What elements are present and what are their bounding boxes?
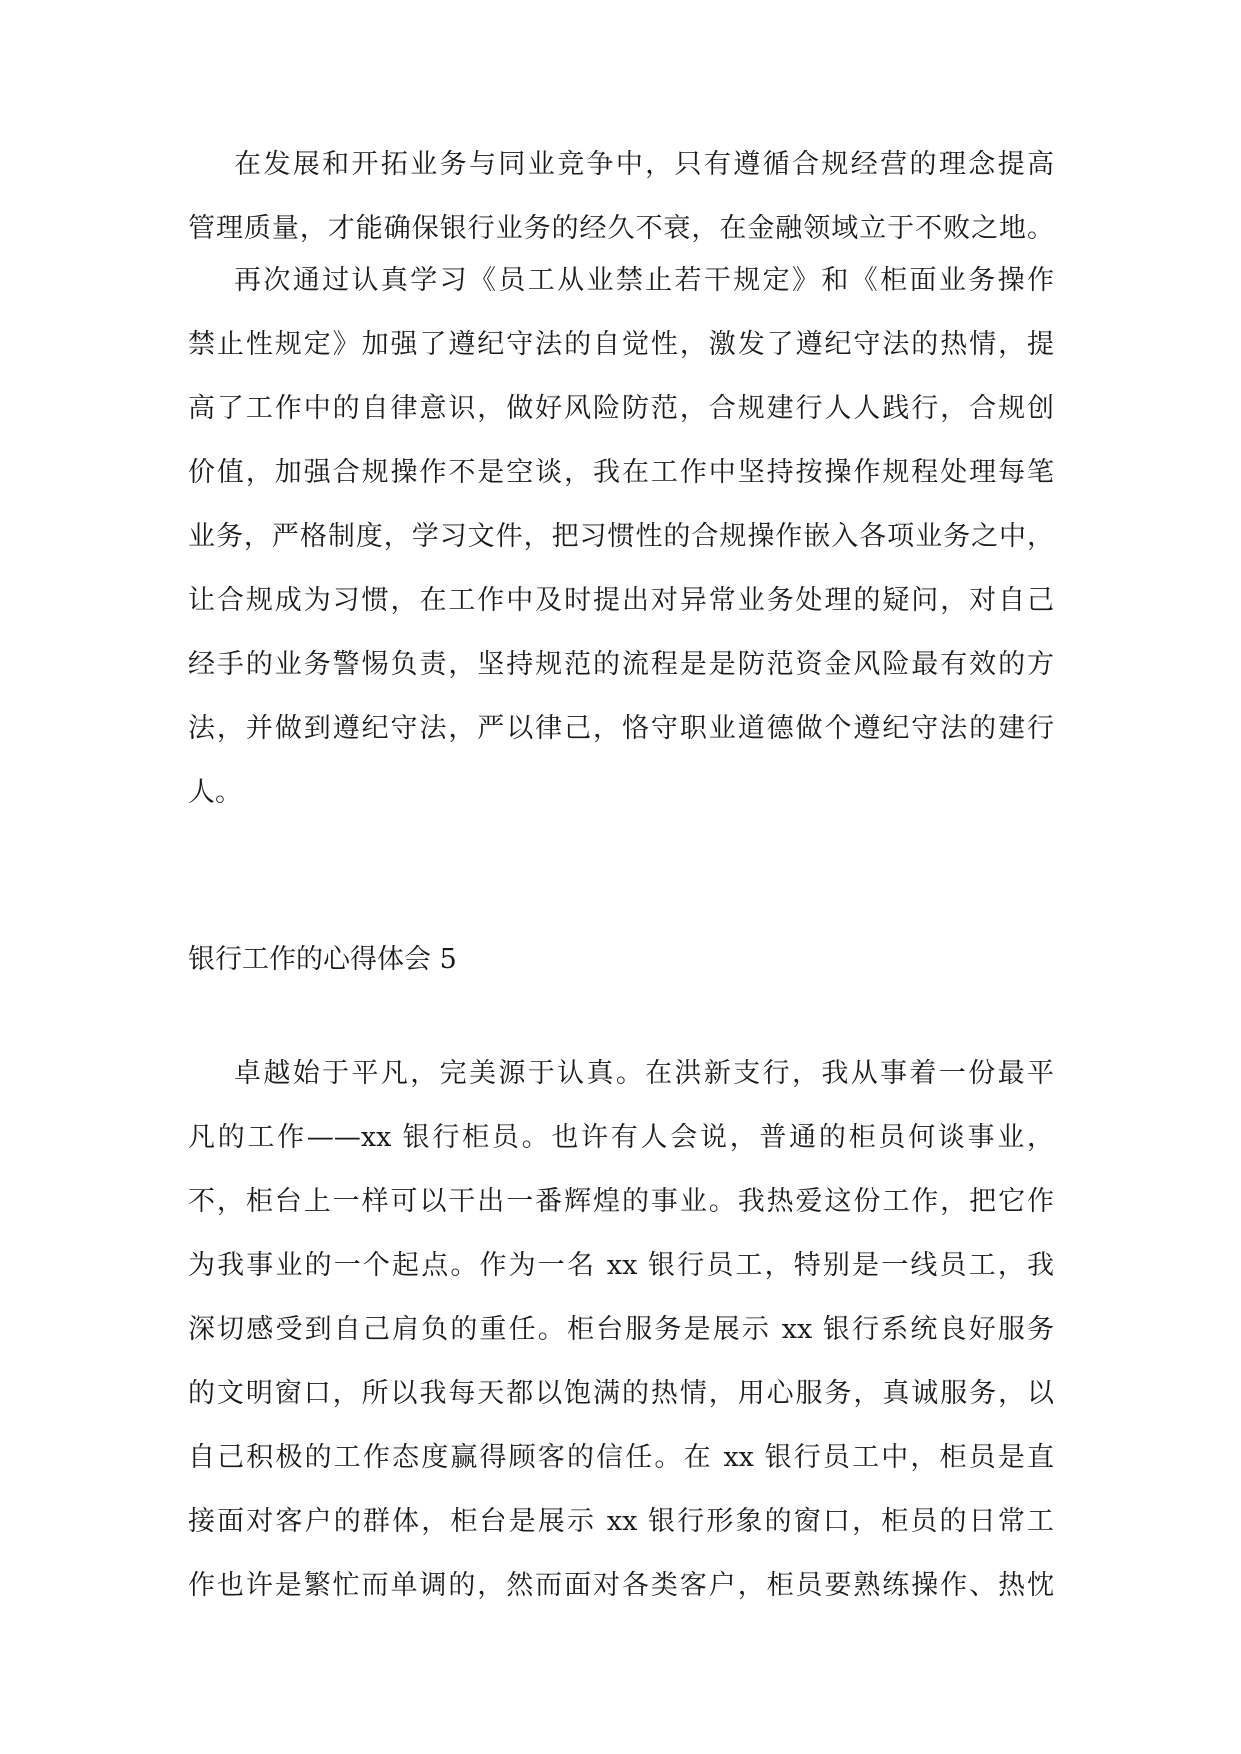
- paragraph-line: 让合规成为习惯，在工作中及时提出对异常业务处理的疑问，对自己: [188, 585, 1054, 616]
- paragraph-line: 作也许是繁忙而单调的，然而面对各类客户，柜员要熟练操作、热忱: [188, 1570, 1054, 1601]
- paragraph-line: 在发展和开拓业务与同业竞争中，只有遵循合规经营的理念提高: [234, 149, 1054, 180]
- section-heading: 银行工作的心得体会 5: [188, 944, 457, 975]
- paragraph-line: 自己积极的工作态度赢得顾客的信任。在 xx 银行员工中，柜员是直: [188, 1442, 1054, 1473]
- paragraph-line: 不，柜台上一样可以干出一番辉煌的事业。我热爱这份工作，把它作: [188, 1186, 1054, 1217]
- paragraph-line: 禁止性规定》加强了遵纪守法的自觉性，激发了遵纪守法的热情，提: [188, 329, 1054, 360]
- paragraph-teller-work: [188, 1042, 1054, 1618]
- paragraph-line: 的文明窗口，所以我每天都以饱满的热情，用心服务，真诚服务，以: [188, 1378, 1054, 1409]
- paragraph-line: 卓越始于平凡，完美源于认真。在洪新支行，我从事着一份最平: [234, 1058, 1054, 1089]
- paragraph-line: 法，并做到遵纪守法，严以律己，恪守职业道德做个遵纪守法的建行: [188, 713, 1054, 744]
- paragraph-line: 经手的业务警惕负责，坚持规范的流程是是防范资金风险最有效的方: [188, 649, 1054, 680]
- paragraph-line: 凡的工作——xx 银行柜员。也许有人会说，普通的柜员何谈事业，: [188, 1122, 1054, 1153]
- paragraph-line: 为我事业的一个起点。作为一名 xx 银行员工，特别是一线员工，我: [188, 1250, 1054, 1281]
- paragraph-compliance-study: [188, 249, 1054, 825]
- paragraph-compliance-intro: [188, 133, 1054, 261]
- paragraph-line: 高了工作中的自律意识，做好风险防范，合规建行人人践行，合规创: [188, 393, 1054, 424]
- paragraph-line: 业务，严格制度，学习文件，把习惯性的合规操作嵌入各项业务之中，: [188, 521, 1054, 552]
- paragraph-line: 深切感受到自己肩负的重任。柜台服务是展示 xx 银行系统良好服务: [188, 1314, 1054, 1345]
- paragraph-line: 接面对客户的群体，柜台是展示 xx 银行形象的窗口，柜员的日常工: [188, 1506, 1054, 1537]
- paragraph-line: 再次通过认真学习《员工从业禁止若干规定》和《柜面业务操作: [234, 265, 1054, 296]
- paragraph-line: 管理质量，才能确保银行业务的经久不衰，在金融领域立于不败之地。: [188, 213, 1054, 244]
- paragraph-line: 价值，加强合规操作不是空谈，我在工作中坚持按操作规程处理每笔: [188, 457, 1054, 488]
- paragraph-line: 人。: [188, 777, 242, 808]
